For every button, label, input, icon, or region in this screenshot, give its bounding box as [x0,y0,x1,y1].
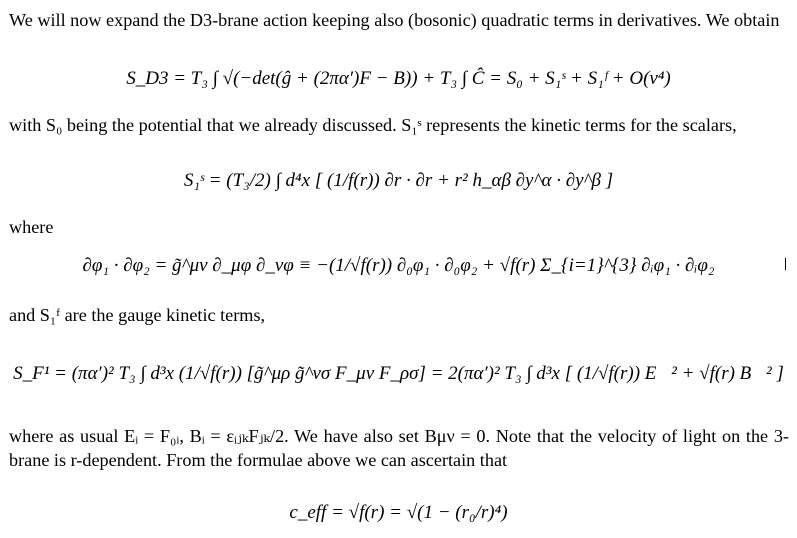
equation-derivative-product-text: ∂φ₁ · ∂φ₂ = g̃^μν ∂_μφ ∂_νφ ≡ −(1/√f(r)) ∂₀φ₁ · ∂₀φ₂ + √f(r) Σ_{i=1}^{3} ∂ᵢφ₁ · ∂ᵢφ₂ [82,255,715,276]
equation-scalar-kinetic-text: S₁ˢ = (T₃/2) ∫ d⁴x [ (1/f(r)) ∂r · ∂r + r² h_αβ ∂y^α · ∂y^β ] [183,170,614,191]
equation-effective-speed-text: c_eff = √f(r) = √(1 − (r₀/r)⁴) [289,502,508,523]
margin-mark [785,258,786,270]
equation-effective-speed [0,502,797,524]
paragraph-potential: with S₀ being the potential that we already discussed. S₁ˢ represents the kinetic terms for the scalars, [9,115,737,135]
paragraph-where: where [9,217,54,237]
paragraph-intro: We will now expand the D3-brane action keeping also (bosonic) quadratic terms in derivatives. We obtain [9,10,780,30]
equation-d3-action-text: S_D3 = T₃ ∫ √(−det(ĝ + (2πα′)F − B)) + T₃ ∫ Ĉ = S₀ + S₁ˢ + S₁ᶠ + O(v⁴) [126,68,671,89]
paragraph-gauge: and S₁ᶠ are the gauge kinetic terms, [9,305,266,325]
equation-scalar-kinetic [0,170,797,192]
equation-d3-action [0,68,797,90]
paragraph-velocity: where as usual Eᵢ = F₀ᵢ, Bᵢ = εᵢⱼₖFⱼₖ/2. We have also set Bμν = 0. Note that the velocity of light on the 3-brane is r-dependent. From the formulae above we can ascertain that [9,426,789,470]
equation-derivative-product [0,255,797,277]
equation-gauge-kinetic [0,363,797,385]
equation-gauge-kinetic-text: S_F¹ = (πα′)² T₃ ∫ d³x (1/√f(r)) [g̃^μρ g̃^νσ F_μν F_ρσ] = 2(πα′)² T₃ ∫ d³x [ (1/√f(r)) E⃗² + √f(r) B⃗² ] [13,363,784,384]
